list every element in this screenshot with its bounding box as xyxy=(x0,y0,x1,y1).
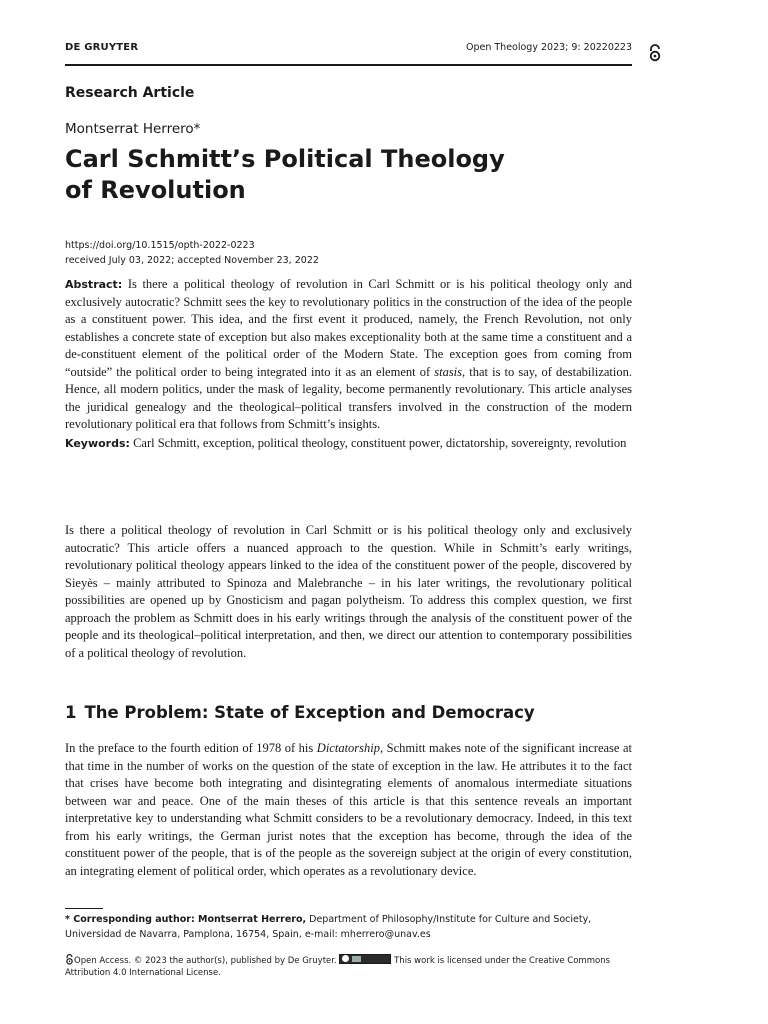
abstract-label: Abstract: xyxy=(65,278,123,291)
section-text-part1: In the preface to the fourth edition of 1978 of his xyxy=(65,741,317,755)
publisher-name: DE GRUYTER xyxy=(65,42,139,53)
license-text-part2: This work is licensed under the Creative Commons Attribution 4.0 International License. xyxy=(65,956,611,978)
page-header xyxy=(65,40,632,66)
doi-link[interactable]: https://doi.org/10.1515/opth-2022-0223 xyxy=(65,240,255,251)
section-text-part2: , Schmitt makes note of the significant increase at that time in the number of works on the question of the state of exception in the law. He attributes it to the fact that crises have become both integrating and disintegrating elements of anomalous intermediate situations between war and peace. One of the main theses of this article is that this sentence reveals an important interpretative key to understanding what Schmitt considers to be a revolutionary democracy. Indeed, in this text from his early writings, the German jurist notes that the exception has become, through the idea of the constituent power of the people, that is of the people as the sovereign subject at the origin of every constitution, an integrating element of political order, which operates as a revolutionary device. xyxy=(65,741,633,878)
section-number: 1 xyxy=(65,703,77,722)
received-accepted-dates: received July 03, 2022; accepted November 23, 2022 xyxy=(65,255,319,266)
article-meta xyxy=(65,238,319,268)
section-title: The Problem: State of Exception and Democracy xyxy=(84,703,535,722)
open-access-icon xyxy=(65,954,74,965)
abstract-text-part1: Is there a political theology of revolution in Carl Schmitt or is his political theology only and exclusively autocratic? Schmitt sees the key to revolutionary politics in the construction of the idea of the people as a constituent power. This idea, and the first event it produced, namely, the French Revolution, not only establishes a concrete state of exception but also makes exceptionality both at the same time a constituent and a de-constituent element of the political order of the Modern State. The exception goes from coming from “outside” the political order to being integrated into it as an element of xyxy=(65,277,632,379)
footnote-text: Department of Philosophy/Institute for Culture and Society, Universidad de Navarra, Pamplona, 16754, Spain, e-mail: mherrero@unav.es xyxy=(65,914,592,940)
author-name: Montserrat Herrero* xyxy=(65,121,201,137)
open-access-icon xyxy=(648,44,662,62)
license-text-part1: Open Access. © 2023 the author(s), published by De Gruyter. xyxy=(74,956,337,966)
article-title xyxy=(65,144,625,206)
title-line-2: of Revolution xyxy=(65,176,246,204)
keywords-text: Carl Schmitt, exception, political theology, constituent power, dictatorship, sovereignty, revolution xyxy=(129,436,627,450)
keywords xyxy=(65,435,632,453)
abstract-italic-term: stasis xyxy=(434,364,463,379)
title-line-1: Carl Schmitt’s Political Theology xyxy=(65,145,505,173)
abstract xyxy=(65,276,632,434)
keywords-label: Keywords: xyxy=(65,437,130,450)
section-heading xyxy=(65,703,535,722)
article-type: Research Article xyxy=(65,85,195,101)
introduction-paragraph: Is there a political theology of revolution in Carl Schmitt or is his political theology only and exclusively autocratic? This article offers a nuanced approach to the question. While in Schmitt’s early writings, revolutionary political theology appears linked to the idea of the constituent power of the people, discovered by Sieyès – mainly attributed to Spinoza and Malebranche – in his later writings, the revolutionary political possibilities are opened up by Gnosticism and pagan polytheism. To address this complex question, we first approach the problem as Schmitt does in his early writings through the analysis of the constituent power of the people and its theological–political interpretation, and then, we direct our attention to contemporary possibilities of a political theology of revolution. xyxy=(65,523,632,660)
section-paragraph xyxy=(65,740,632,880)
abstract-text-part2: , that is to say, of destabilization. Hence, all modern politics, under the mask of legality, become permanently revolutionary. This article analyses the juridical genealogy and the theological–political transfers involved in the construction of the modern revolutionary political era that follows from Schmitt’s insights. xyxy=(65,364,632,431)
cc-by-badge-icon[interactable] xyxy=(339,954,391,964)
footnote-divider xyxy=(65,908,103,909)
footnote-label: * Corresponding author: Montserrat Herrero, xyxy=(65,914,307,925)
section-italic-title: Dictatorship xyxy=(316,741,380,755)
corresponding-author-footnote xyxy=(65,912,632,942)
journal-reference: Open Theology 2023; 9: 20220223 xyxy=(465,42,632,53)
license-statement xyxy=(65,954,632,979)
